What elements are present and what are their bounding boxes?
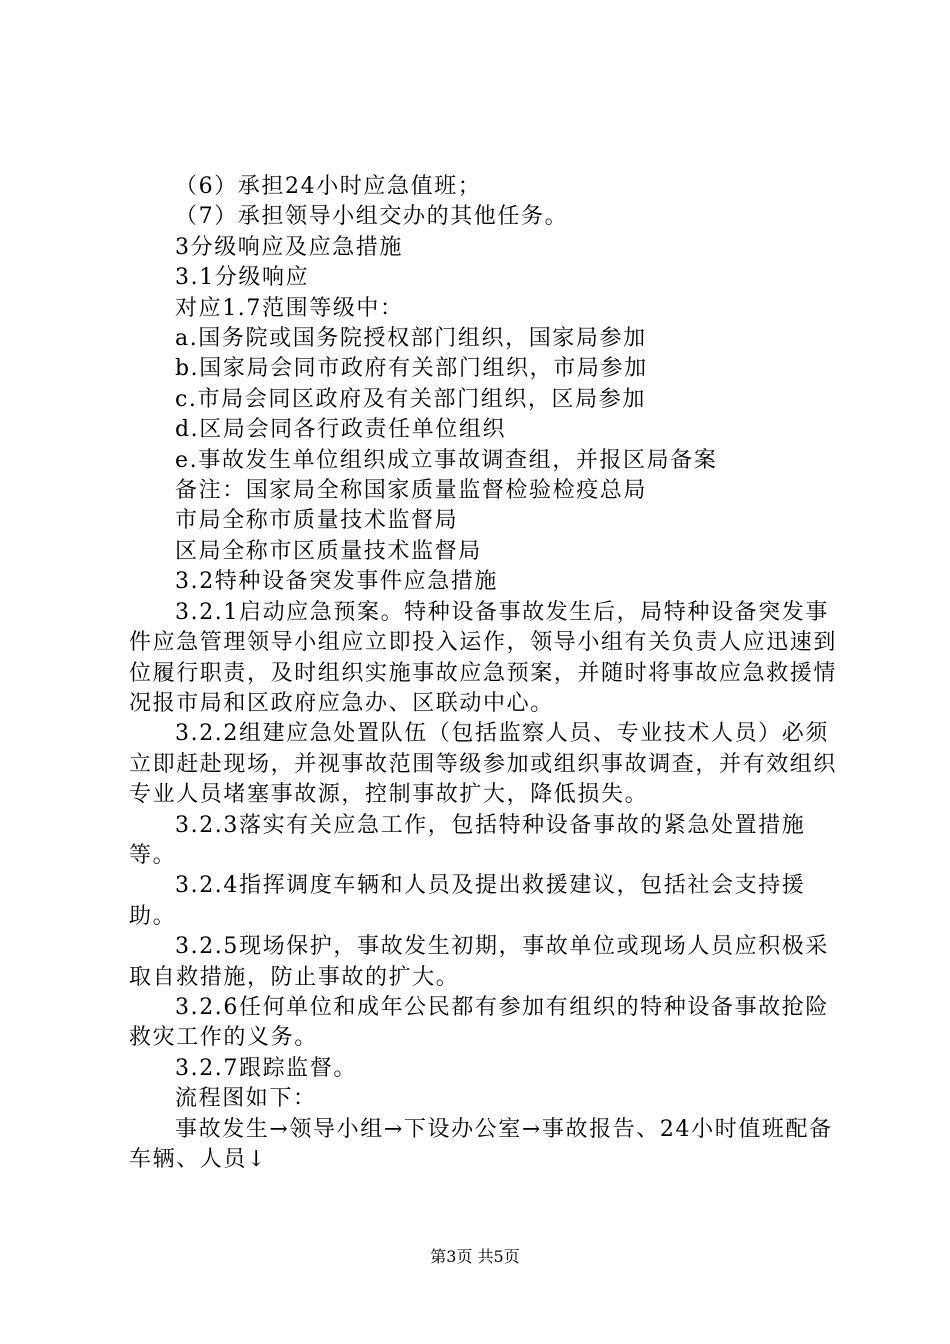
level-item-c: c.市局会同区政府及有关部门组织，区局参加	[175, 386, 646, 412]
duty-item-6: （6）承担24小时应急值班；	[175, 174, 482, 199]
measure-3-2-4: 3.2.4指挥调度车辆和人员及提出救援建议，包括社会支持援助。	[129, 873, 806, 929]
section-heading-3-2: 3.2特种设备突发事件应急措施	[175, 569, 498, 595]
measure-3-2-7: 3.2.7跟踪监督。	[175, 1055, 357, 1081]
level-item-d: d.区局会同各行政责任单位组织	[175, 417, 507, 443]
measure-3-2-6: 3.2.6任何单位和成年公民都有参加有组织的特种设备事故抢险救灾工作的义务。	[129, 994, 829, 1051]
measure-3-2-1: 3.2.1启动应急预案。特种设备事故发生后，局特种设备突发事件应急管理领导小组应立即投入运作，领导小组有关负责人应迅速到位履行职责，及时组织实施事故应急预案，并随时将事故应急救援情况报市局和区政府应急办、区联动中心。	[129, 599, 838, 716]
level-intro: 对应1.7范围等级中：	[175, 295, 404, 321]
section-heading-3: 3分级响应及应急措施	[175, 234, 403, 260]
flowchart-label: 流程图如下：	[175, 1086, 317, 1112]
measure-3-2-5: 3.2.5现场保护，事故发生初期，事故单位或现场人员应积极采取自救措施，防止事故的扩大。	[129, 934, 829, 990]
page-footer: 第3页 共5页	[430, 1247, 520, 1266]
measure-3-2-3: 3.2.3落实有关应急工作，包括特种设备事故的紧急处置措施等。	[129, 812, 806, 868]
note-city-bureau: 市局全称市质量技术监督局	[175, 508, 459, 534]
duty-item-7: （7）承担领导小组交办的其他任务。	[175, 204, 569, 230]
document-body	[129, 172, 841, 1175]
note-national-bureau: 备注：国家局全称国家质量监督检验检疫总局	[175, 478, 648, 504]
section-heading-3-1: 3.1分级响应	[175, 265, 310, 291]
measure-3-2-2: 3.2.2组建应急处置队伍（包括监察人员、专业技术人员）必须立即赶赴现场，并视事故范围等级参加或组织事故调查，并有效组织专业人员堵塞事故源，控制事故扩大，降低损失。	[129, 721, 838, 808]
level-item-a: a.国务院或国务院授权部门组织，国家局参加	[175, 326, 647, 352]
level-item-b: b.国家局会同市政府有关部门组织，市局参加	[175, 356, 648, 382]
level-item-e: e.事故发生单位组织成立事故调查组，并报区局备案	[175, 447, 718, 473]
note-district-bureau: 区局全称市区质量技术监督局	[175, 538, 482, 564]
flowchart-text: 事故发生→领导小组→下设办公室→事故报告、24小时值班配备车辆、人员↓	[129, 1116, 833, 1172]
